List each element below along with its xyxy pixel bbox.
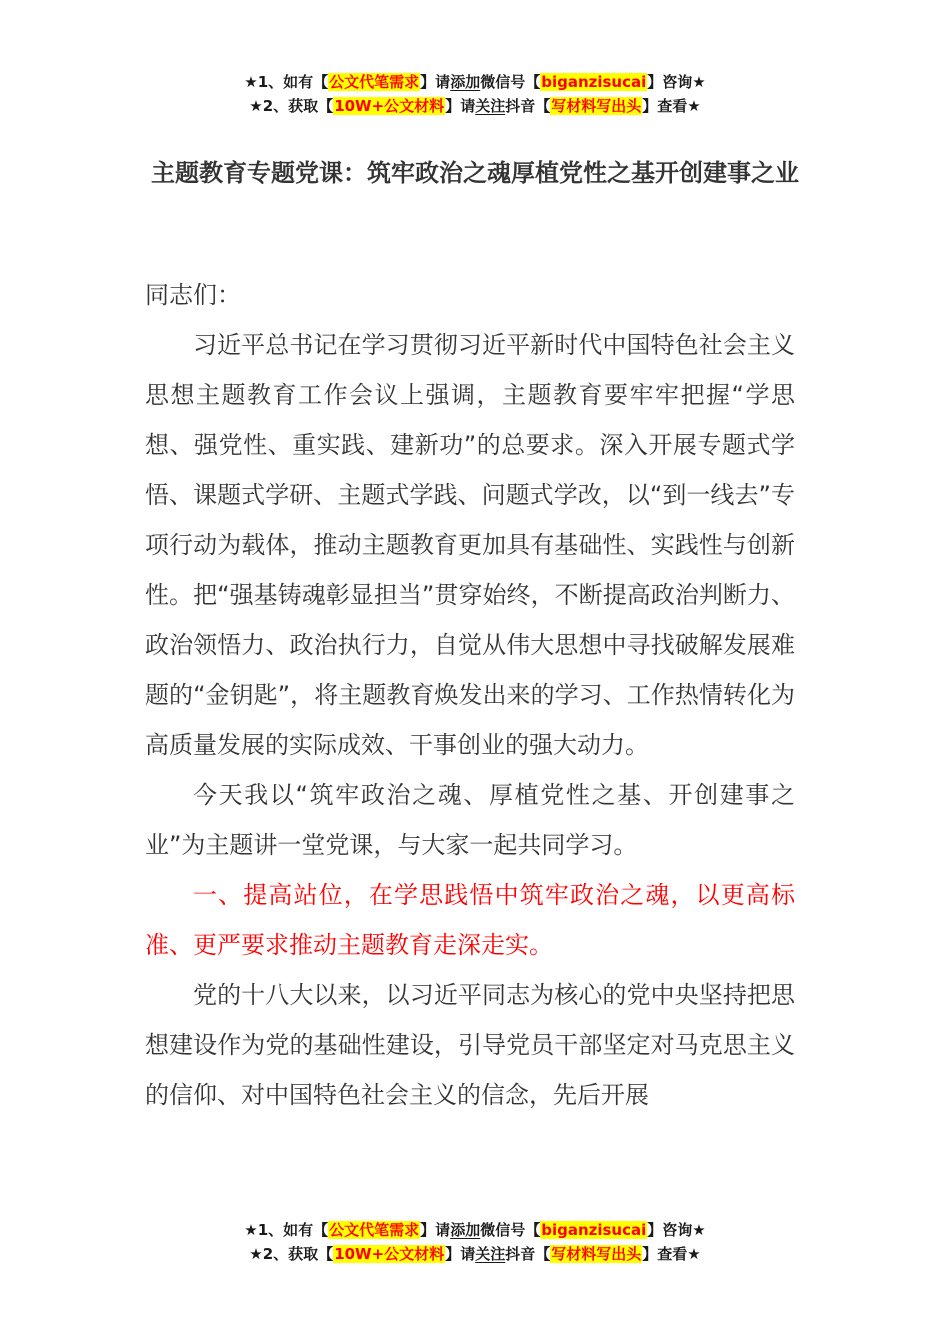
banner-text: 】请: [420, 73, 451, 91]
footer-banner: [0, 1218, 950, 1266]
banner-underline: 添加: [450, 1221, 481, 1239]
banner-text: 抖音【: [505, 1245, 551, 1263]
header-banner: [0, 70, 950, 118]
banner-underline: 关注: [475, 1245, 506, 1263]
banner-highlight: 10W+公文材料: [334, 97, 445, 115]
banner-underline: 关注: [475, 97, 506, 115]
document-body: [145, 270, 795, 1120]
section-heading-1: 一、提高站位，在学思践悟中筑牢政治之魂，以更高标准、更严要求推动主题教育走深走实。: [145, 881, 795, 959]
banner-text: 微信号【: [480, 1221, 541, 1239]
banner-line-1: [0, 70, 950, 94]
banner-text: 】查看★: [642, 97, 701, 115]
banner-highlight: 公文代笔需求: [329, 1221, 420, 1239]
banner-highlight: 公文代笔需求: [329, 73, 420, 91]
document-title: 主题教育专题党课：筑牢政治之魂厚植党性之基开创建事之业: [151, 159, 799, 187]
banner-highlight: biganzisucai: [541, 1221, 647, 1239]
salutation: 同志们：: [145, 281, 241, 309]
banner-highlight: 写材料写出头: [551, 1245, 642, 1263]
banner-text: ★2、获取【: [249, 1245, 334, 1263]
banner-highlight: 写材料写出头: [551, 97, 642, 115]
banner-text: 】查看★: [642, 1245, 701, 1263]
banner-text: 】咨询★: [647, 1221, 706, 1239]
banner-text: 抖音【: [505, 97, 551, 115]
banner-line-2: [0, 1242, 950, 1266]
banner-text: ★1、如有【: [244, 1221, 329, 1239]
banner-underline: 添加: [450, 73, 481, 91]
banner-text: 】请: [445, 97, 476, 115]
banner-line-2: [0, 94, 950, 118]
banner-text: 】请: [420, 1221, 451, 1239]
paragraph-2: 今天我以“筑牢政治之魂、厚植党性之基、开创建事之业”为主题讲一堂党课，与大家一起共同学习。: [145, 781, 795, 859]
paragraph-3: 党的十八大以来，以习近平同志为核心的党中央坚持把思想建设作为党的基础性建设，引导党员干部坚定对马克思主义的信仰、对中国特色社会主义的信念，先后开展: [145, 981, 795, 1109]
banner-text: ★1、如有【: [244, 73, 329, 91]
banner-text: 微信号【: [480, 73, 541, 91]
paragraph-1: 习近平总书记在学习贯彻习近平新时代中国特色社会主义思想主题教育工作会议上强调，主题教育要牢牢把握“学思想、强党性、重实践、建新功”的总要求。深入开展专题式学悟、课题式学研、主题式学践、问题式学改，以“到一线去”专项行动为载体，推动主题教育更加具有基础性、实践性与创新性。把“强基铸魂彰显担当”贯穿始终，不断提高政治判断力、政治领悟力、政治执行力，自觉从伟大思想中寻找破解发展难题的“金钥匙”，将主题教育焕发出来的学习、工作热情转化为高质量发展的实际成效、干事创业的强大动力。: [145, 331, 795, 759]
banner-text: ★2、获取【: [249, 97, 334, 115]
banner-highlight: biganzisucai: [541, 73, 647, 91]
banner-highlight: 10W+公文材料: [334, 1245, 445, 1263]
banner-line-1: [0, 1218, 950, 1242]
banner-text: 】请: [445, 1245, 476, 1263]
banner-text: 】咨询★: [647, 73, 706, 91]
